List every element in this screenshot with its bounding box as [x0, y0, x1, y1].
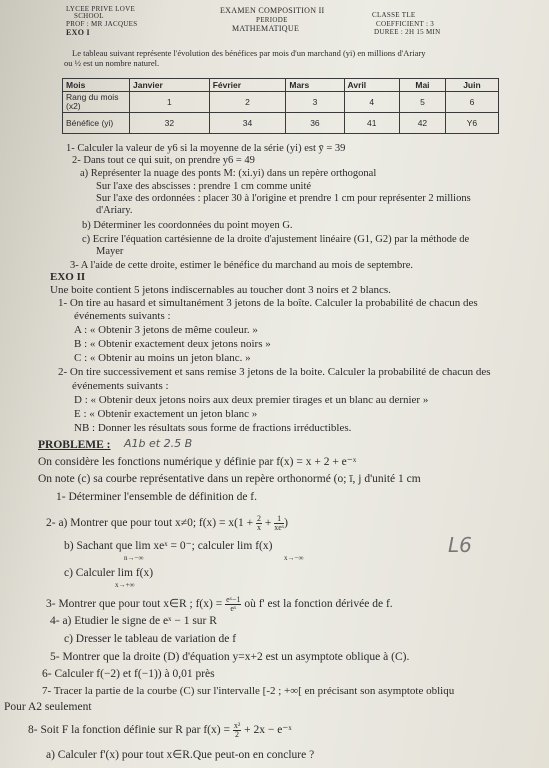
- probleme-q2c: c) Calculer lim f(x): [64, 567, 154, 579]
- exo1-q3: 3- A l'aide de cette droite, estimer le bénéfice du marchand au mois de septembre.: [70, 260, 414, 271]
- q3-text-end: où f' est la fonction dérivée de f.: [241, 598, 393, 611]
- school-name: LYCEE PRIVE LOVE: [66, 5, 136, 13]
- limit-subscript-3: x→+∞: [115, 581, 135, 589]
- exo1-q1: 1- Calculer la valeur de y6 si la moyenne de la série (yi) est ȳ = 39: [66, 143, 346, 154]
- table-cell: 6: [445, 92, 498, 113]
- fraction-numerator: 1: [274, 515, 284, 524]
- table-cell: 2: [209, 92, 286, 113]
- exo1-q2a-bullet-1: Sur l'axe des abscisses : prendre 1 cm comme unité: [96, 181, 312, 192]
- fraction: [225, 596, 241, 613]
- table-cell: 36: [286, 113, 344, 134]
- q8-text: 8- Soit F la fonction définie sur R par f(x) =: [28, 724, 233, 737]
- exo1-q2: 2- Dans tout ce qui suit, on prendre y6 = 49: [72, 155, 255, 166]
- table-cell: 34: [209, 113, 286, 134]
- probleme-q7: 7- Tracer la partie de la courbe (C) sur l'intervalle [-2 ; +∞[ en précisant son asymptote obliqu: [42, 685, 455, 697]
- probleme-q1: 1- Déterminer l'ensemble de définition de f.: [56, 491, 258, 503]
- event-e: E : « Obtenir exactement un jeton blanc »: [74, 408, 258, 420]
- table-header-cell: Janvier: [130, 79, 210, 92]
- table-cell: 1: [130, 92, 210, 113]
- exam-title: EXAMEN COMPOSITION II: [220, 6, 325, 15]
- probleme-q4c: c) Dresser le tableau de variation de f: [64, 633, 237, 645]
- rank-label: Rang du mois (x2): [63, 92, 130, 113]
- exo1-q2b: b) Déterminer les coordonnées du point moyen G.: [82, 220, 293, 231]
- table-header-cell: Février: [209, 79, 286, 92]
- probleme-q2a: [46, 515, 288, 532]
- table-header-cell: Avril: [344, 79, 399, 92]
- profits-table: [62, 78, 499, 134]
- table-cell: 41: [344, 113, 399, 134]
- probleme-q3: [46, 596, 393, 613]
- probleme-intro-2: On note (c) sa courbe représentative dans un repère orthonormé (o; ī, j d'unité 1 cm: [38, 473, 421, 485]
- fraction: [233, 722, 241, 739]
- a2-note: Pour A2 seulement: [4, 701, 92, 713]
- table-header-cell: Mois: [63, 79, 130, 92]
- coefficient-label: COEFFICIENT : 3: [376, 20, 435, 28]
- probleme-q8a: a) Calculer f'(x) pour tout x∈R.Que peut-on en conclure ?: [46, 749, 315, 761]
- class-label: CLASSE TLE: [372, 11, 416, 19]
- table-header-cell: Mars: [286, 79, 344, 92]
- limit-subscript-1: n→−∞: [124, 554, 144, 562]
- exo1-q2c-cont: Mayer: [96, 246, 124, 257]
- probleme-q4a: 4- a) Etudier le signe de eˣ − 1 sur R: [50, 615, 217, 627]
- exo2-intro: Une boite contient 5 jetons indiscernables au toucher dont 3 noirs et 2 blancs.: [50, 284, 391, 296]
- intro-line-1: Le tableau suivant représente l'évolution des bénéfices par mois d'un marchand (yi) en millions d'Ariary: [72, 48, 426, 58]
- table-cell: 5: [400, 92, 446, 113]
- probleme-heading: PROBLEME :: [38, 439, 111, 451]
- exo2-q2-cont: événements suivants :: [72, 380, 169, 392]
- exo1-q2a-bullet-2b: d'Ariary.: [96, 205, 133, 216]
- intro-line-2: ou ½ est un nombre naturel.: [64, 58, 160, 68]
- fraction-denominator: x: [256, 523, 261, 532]
- table-cell: Y6: [445, 113, 498, 134]
- table-cell: 3: [286, 92, 344, 113]
- fraction-numerator: x²: [233, 721, 241, 730]
- probleme-intro-1: On considère les fonctions numérique y définie par f(x) = x + 2 + e⁻ˣ: [38, 456, 357, 468]
- profit-label: Bénéfice (yi): [63, 113, 130, 134]
- table-header-cell: Juin: [445, 79, 498, 92]
- fraction-numerator: 2: [256, 514, 261, 523]
- margin-handwriting: L6: [448, 533, 472, 557]
- exo2-q1-cont: événements suivants :: [74, 310, 171, 322]
- exo1-heading: EXO I: [66, 28, 90, 37]
- event-b: B : « Obtenir exactement deux jetons noirs »: [74, 338, 271, 350]
- exo1-q2a-bullet-2: Sur l'axe des ordonnées : placer 30 à l'origine et prendre 1 cm pour représenter 2 millions: [96, 193, 471, 204]
- exo2-q2: 2- On tire successivement et sans remise 3 jetons de la boite. Calculer la probabilité de chacun des: [58, 366, 491, 378]
- exo2-q1: 1- On tire au hasard et simultanément 3 jetons de la boîte. Calculer la probabilité de chacun des: [58, 297, 478, 309]
- school-name-2: SCHOOL: [74, 12, 104, 20]
- table-header-cell: Mai: [400, 79, 446, 92]
- limit-subscript-2: x→−∞: [284, 554, 304, 562]
- exo2-heading: EXO II: [50, 271, 86, 283]
- exam-period: PERIODE: [256, 16, 288, 24]
- table-cell: 42: [400, 113, 446, 134]
- event-d: D : « Obtenir deux jetons noirs aux deux premier tirages et un blanc au dernier »: [74, 394, 429, 406]
- probleme-q6: 6- Calculer f(−2) et f(−1)) à 0,01 près: [42, 668, 215, 680]
- exo1-q2a: a) Représenter la nuage des ponts M: (xi.yi) dans un repère orthogonal: [80, 168, 377, 179]
- table-header-row: [63, 79, 499, 92]
- probleme-q8: [28, 722, 292, 739]
- q3-text: 3- Montrer que pour tout x∈R ; f(x) =: [46, 598, 226, 611]
- table-row: [63, 113, 499, 134]
- handwritten-note: A1b et 2.5 B: [124, 437, 193, 450]
- fraction: [274, 515, 284, 532]
- event-a: A : « Obtenir 3 jetons de même couleur. »: [74, 324, 258, 336]
- fraction-denominator: xeˣ: [274, 523, 285, 532]
- teacher-name: PROF : MR JACQUES: [66, 20, 138, 28]
- q8-text-end: + 2x − e⁻ˣ: [241, 724, 292, 737]
- probleme-q2b: b) Sachant que lim xeˣ = 0⁻; calculer lim f(x): [64, 540, 273, 552]
- table-cell: 32: [130, 113, 210, 134]
- exo1-q2c: c) Ecrire l'équation cartésienne de la droite d'ajustement linéaire (G1, G2) par la méthode de: [82, 234, 470, 245]
- duration-label: DUREE : 2H 15 MIN: [374, 28, 441, 36]
- q2a-text: 2- a) Montrer que pour tout x≠0; f(x) = x(1 +: [46, 517, 256, 530]
- nb-note: NB : Donner les résultats sous forme de fractions irréductibles.: [74, 422, 352, 434]
- table-row: [63, 92, 499, 113]
- fraction-denominator: 2: [235, 730, 240, 739]
- table-cell: 4: [344, 92, 399, 113]
- event-c: C : « Obtenir au moins un jeton blanc. »: [74, 352, 251, 364]
- exam-subject: MATHEMATIQUE: [232, 24, 300, 33]
- closing-paren: ): [284, 517, 288, 530]
- probleme-q5: 5- Montrer que la droite (D) d'équation y=x+2 est un asymptote oblique à (C).: [50, 651, 410, 663]
- fraction-numerator: eˣ−1: [226, 595, 241, 604]
- plus-sign: +: [261, 517, 275, 530]
- fraction-denominator: eˣ: [230, 604, 237, 613]
